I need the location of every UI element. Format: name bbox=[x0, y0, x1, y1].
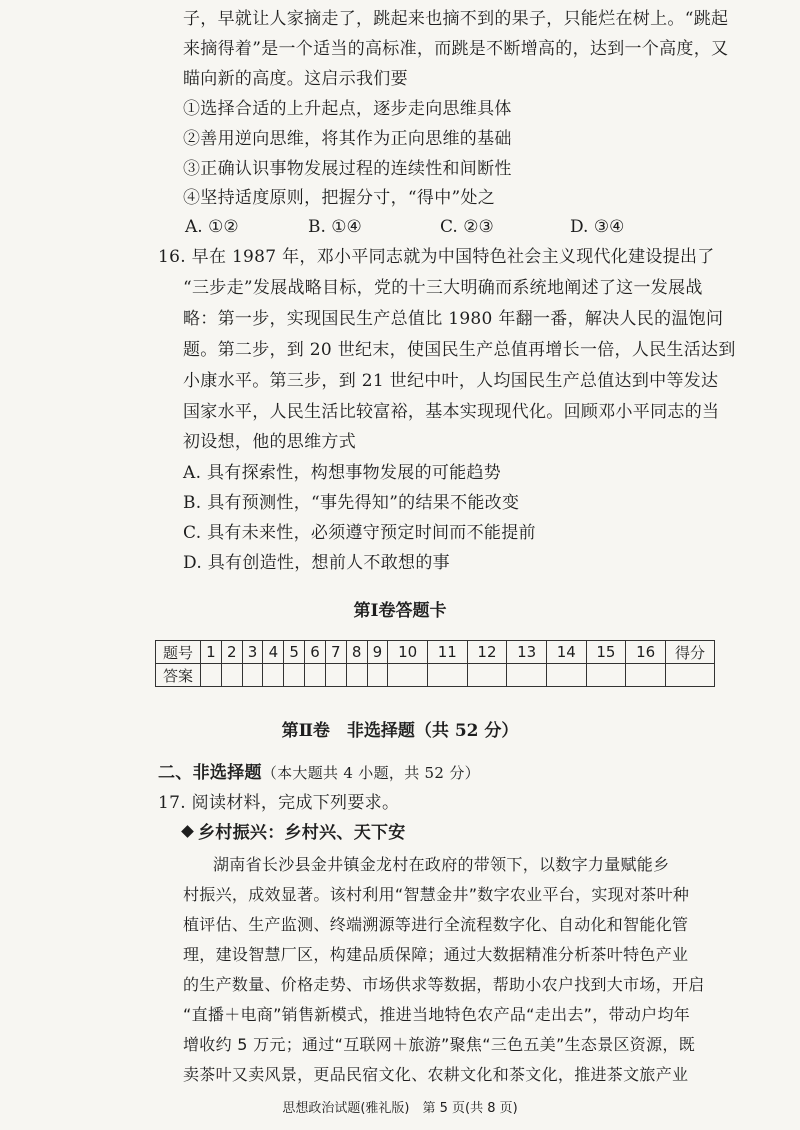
q16-option-d: D. 具有创造性，想前人不敢想的事 bbox=[183, 553, 450, 573]
answer-cell[interactable] bbox=[346, 664, 367, 687]
q17-subtitle-row bbox=[183, 822, 406, 844]
q-number: 14 bbox=[546, 641, 586, 664]
q-number: 1 bbox=[201, 641, 222, 664]
q16-line-2: “三步走”发展战略目标，党的十三大明确而系统地阐述了这一发展战 bbox=[183, 278, 703, 298]
q16-line-6: 国家水平，人民生活比较富裕，基本实现现代化。回顾邓小平同志的当 bbox=[183, 402, 720, 422]
answer-cell[interactable] bbox=[284, 664, 305, 687]
material-line-6: “直播＋电商”销售新模式，推进当地特色农产品“走出去”，带动户均年 bbox=[183, 1005, 691, 1024]
answer-cell[interactable] bbox=[626, 664, 666, 687]
q-number: 11 bbox=[427, 641, 467, 664]
answer-card-table bbox=[155, 640, 715, 687]
q15-option-d: D. ③④ bbox=[570, 217, 625, 237]
q-number: 5 bbox=[284, 641, 305, 664]
material-line-4: 理，建设智慧厂区，构建品质保障；通过大数据精准分析茶叶特色产业 bbox=[183, 945, 689, 964]
score-label: 得分 bbox=[666, 641, 715, 664]
q15-statement-4: ④坚持适度原则，把握分寸，“得中”处之 bbox=[183, 188, 496, 208]
answer-cell[interactable] bbox=[427, 664, 467, 687]
q16-line-1: 16. 早在 1987 年，邓小平同志就为中国特色社会主义现代化建设提出了 bbox=[158, 247, 715, 267]
answer-cell[interactable] bbox=[242, 664, 263, 687]
q-number: 6 bbox=[305, 641, 326, 664]
page-footer: 思想政治试题(雅礼版) 第 5 页(共 8 页) bbox=[282, 1101, 518, 1116]
q17-subtitle: 乡村振兴：乡村兴、天下安 bbox=[198, 823, 406, 843]
answer-cell[interactable] bbox=[325, 664, 346, 687]
answer-cell[interactable] bbox=[388, 664, 428, 687]
material-line-8: 卖茶叶又卖风景，更品民宿文化、农耕文化和茶文化，推进茶文旅产业 bbox=[183, 1065, 689, 1084]
q-number: 2 bbox=[221, 641, 242, 664]
q15-option-c: C. ②③ bbox=[440, 217, 494, 237]
answer-cell[interactable] bbox=[507, 664, 547, 687]
section-title: 二、非选择题 bbox=[158, 763, 262, 783]
q15-line-3: 瞄向新的高度。这启示我们要 bbox=[183, 69, 408, 89]
q-number: 3 bbox=[242, 641, 263, 664]
q15-statement-3: ③正确认识事物发展过程的连续性和间断性 bbox=[183, 159, 512, 179]
q15-option-b: B. ①④ bbox=[308, 217, 362, 237]
answer-card-answer-row bbox=[156, 664, 715, 687]
answer-cell[interactable] bbox=[221, 664, 242, 687]
material-line-7: 增收约 5 万元；通过“互联网＋旅游”聚焦“三色五美”生态景区资源，既 bbox=[183, 1035, 696, 1054]
answer-cell[interactable] bbox=[546, 664, 586, 687]
q16-line-4: 题。第二步，到 20 世纪末，使国民生产总值再增长一倍，人民生活达到 bbox=[183, 340, 736, 360]
answer-cell[interactable] bbox=[467, 664, 507, 687]
answer-row-label: 答案 bbox=[156, 664, 201, 687]
material-line-1: 湖南省长沙县金井镇金龙村在政府的带领下，以数字力量赋能乡 bbox=[213, 855, 670, 874]
material-line-5: 的生产数量、价格走势、市场供求等数据，帮助小农户找到大市场，开启 bbox=[183, 975, 705, 994]
q16-line-7: 初设想，他的思维方式 bbox=[183, 432, 356, 452]
q15-statement-2: ②善用逆向思维，将其作为正向思维的基础 bbox=[183, 129, 512, 149]
answer-card-title: 第Ⅰ卷答题卡 bbox=[353, 601, 447, 621]
material-line-3: 植评估、生产监测、终端溯源等进行全流程数字化、自动化和智能化管 bbox=[183, 915, 689, 934]
q15-line-2: 来摘得着”是一个适当的高标准，而跳是不断增高的，达到一个高度，又 bbox=[183, 39, 729, 59]
q-number: 9 bbox=[367, 641, 388, 664]
number-row-label: 题号 bbox=[156, 641, 201, 664]
section-note: （本大题共 4 小题，共 52 分） bbox=[261, 764, 480, 782]
q15-line-1: 子，早就让人家摘走了，跳起来也摘不到的果子，只能烂在树上。“跳起 bbox=[183, 9, 729, 29]
q-number: 12 bbox=[467, 641, 507, 664]
q-number: 15 bbox=[586, 641, 626, 664]
q-number: 4 bbox=[263, 641, 284, 664]
q17-prompt: 17. 阅读材料，完成下列要求。 bbox=[158, 793, 400, 813]
answer-cell[interactable] bbox=[586, 664, 626, 687]
answer-card-number-row bbox=[156, 641, 715, 664]
q-number: 16 bbox=[626, 641, 666, 664]
section-heading bbox=[158, 762, 480, 784]
q-number: 10 bbox=[388, 641, 428, 664]
diamond-bullet-icon bbox=[181, 825, 194, 838]
material-line-2: 村振兴，成效显著。该村利用“智慧金井”数字农业平台，实现对茶叶种 bbox=[183, 885, 690, 904]
answer-cell[interactable] bbox=[263, 664, 284, 687]
q15-statement-1: ①选择合适的上升起点，逐步走向思维具体 bbox=[183, 99, 512, 119]
answer-cell[interactable] bbox=[367, 664, 388, 687]
q16-line-3: 略：第一步，实现国民生产总值比 1980 年翻一番，解决人民的温饱问 bbox=[183, 309, 724, 329]
answer-cell[interactable] bbox=[201, 664, 222, 687]
q-number: 8 bbox=[346, 641, 367, 664]
q16-option-c: C. 具有未来性，必须遵守预定时间而不能提前 bbox=[183, 523, 536, 543]
q15-option-a: A. ①② bbox=[185, 217, 239, 237]
q16-line-5: 小康水平。第三步，到 21 世纪中叶，人均国民生产总值达到中等发达 bbox=[183, 371, 719, 391]
score-cell[interactable] bbox=[666, 664, 715, 687]
q16-option-b: B. 具有预测性，“事先得知”的结果不能改变 bbox=[183, 493, 520, 513]
answer-cell[interactable] bbox=[305, 664, 326, 687]
q-number: 7 bbox=[325, 641, 346, 664]
part2-title: 第Ⅱ卷 非选择题（共 52 分） bbox=[281, 721, 519, 741]
q16-option-a: A. 具有探索性，构想事物发展的可能趋势 bbox=[183, 463, 502, 483]
q-number: 13 bbox=[507, 641, 547, 664]
